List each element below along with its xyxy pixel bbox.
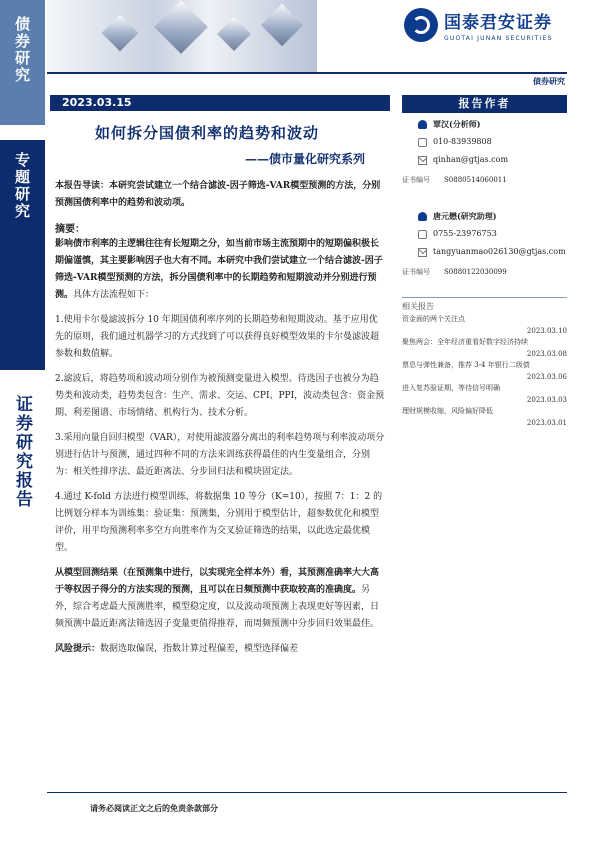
related-date: 2023.03.10 xyxy=(526,327,567,335)
abstract-p6-normal: 另外，综合考虑最大预测胜率，模型稳定度，以及波动项预测上表现更好等因素，日频预测中最近距离法筛选因子变量更值得推荐，而周频预测中分步回归效果最佳。 xyxy=(55,585,380,629)
abstract-p5: 4.通过 K-fold 方法进行模型训练，将数据集 10 等分（K=10），按照 7：1：2 的比例划分样本为训练集：验证集：预测集，分别用于模型估计，超参数优化和模型评价，用平均预测利率多空方向胜率作为交叉验证筛选的结果，以此选定最优模型。 xyxy=(55,492,383,553)
right-column xyxy=(402,95,567,427)
sidebar-report-text: 证券研究报告 xyxy=(12,395,32,509)
diamond-shape xyxy=(217,17,251,51)
abstract-p2: 1.使用卡尔曼滤波拆分 10 年期国债利率序列的长期趋势和短期波动。基于应用优先的原则，我们通过机器学习的方式找到了可以获得良好模型效果的卡尔曼滤波超参数和数值解。 xyxy=(55,315,380,359)
logo-icon xyxy=(404,8,438,42)
sidebar-category-text: 债券研究 xyxy=(13,16,31,84)
logo-name-cn: 国泰君安证券 xyxy=(444,13,552,33)
related-title: 聚焦两会：全年经济重看好数字经济持续 xyxy=(402,338,528,346)
author-name: 唐元懋(研究助理) xyxy=(433,211,497,221)
report-date: 2023.03.15 xyxy=(62,96,132,109)
cert-label: 证书编号 xyxy=(402,176,430,184)
sidebar-category-block xyxy=(0,0,45,125)
abstract-p4: 3.采用向量自回归模型（VAR），对使用滤波器分离出的利率趋势项与利率波动项分别进行估计与预测，通过四种不同的方法来训练获得最佳的内生变量组合，分别为：相关性排序法、最近距离法、分步回归法和模块固定法。 xyxy=(55,433,385,477)
diamond-shape xyxy=(261,4,303,46)
cert-number: S0880514060011 xyxy=(444,176,507,184)
logo-name-en: GUOTAI JUNAN SECURITIES xyxy=(444,35,553,42)
date-bar xyxy=(50,95,390,111)
company-logo xyxy=(404,8,553,42)
phone-icon xyxy=(418,230,427,239)
abstract-body xyxy=(55,236,385,666)
person-icon xyxy=(418,212,427,221)
header-divider xyxy=(47,72,567,74)
email-icon xyxy=(418,248,427,257)
author-email[interactable]: tangyuanmao026130@gtjas.com xyxy=(433,247,566,256)
author-name: 覃汉(分析师) xyxy=(433,119,481,129)
author-card xyxy=(402,205,567,297)
related-title: 票息与弹性兼备，推荐 3-4 年银行二级债 xyxy=(402,361,530,369)
email-icon xyxy=(418,156,427,165)
sidebar-report-block xyxy=(0,385,45,520)
related-title: 资金面的两个关注点 xyxy=(402,315,465,323)
sidebar-type-block xyxy=(0,140,45,370)
related-reports-label: 相关报告 xyxy=(402,297,567,312)
list-item[interactable] xyxy=(402,383,567,404)
diamond-shape xyxy=(102,15,139,52)
report-guide: 本报告导读：本研究尝试建立一个结合滤波-因子筛选-VAR模型预测的方法，分别预测国债利率中的趋势和波动项。 xyxy=(55,181,381,208)
report-subtitle: ——债市量化研究系列 xyxy=(245,152,366,166)
author-email[interactable]: qinhan@gtjas.com xyxy=(433,155,509,164)
related-date: 2023.03.03 xyxy=(526,396,567,404)
list-item[interactable] xyxy=(402,360,567,381)
related-date: 2023.03.08 xyxy=(526,350,567,358)
author-card xyxy=(402,113,567,205)
report-category: 债券研究 xyxy=(533,76,565,86)
related-title: 进入复苏验证期，等待信号明确 xyxy=(402,384,500,392)
author-phone: 010-83939808 xyxy=(433,137,492,146)
related-date: 2023.03.01 xyxy=(526,419,567,427)
abstract-p1-bold: 影响债市利率的主逻辑往往有长短期之分，如当前市场主流预期中的短期偏积极长期偏谨慎，其主要影响因子也大有不同。本研究中我们尝试建立一个结合滤波-因子筛选-VAR模型预测的方法，拆分国债利率中的长期趋势和短期波动并分别进行预测。 xyxy=(55,239,383,300)
list-item[interactable] xyxy=(402,314,567,335)
abstract-p3: 2.滤波后，将趋势项和波动项分别作为被预测变量进入模型。待选因子也被分为趋势类和波动类，趋势类包含：生产、需求、交运、CPI、PPI，波动类包含：资金预期、利差图谱、市场情绪、机构行为、技术分析。 xyxy=(55,374,385,418)
related-title: 理财规模收缩，风险偏好降低 xyxy=(402,407,493,415)
diamond-shape xyxy=(154,0,208,54)
abstract-label: 摘要： xyxy=(55,224,85,235)
footer-disclaimer: 请务必阅读正文之后的免责条款部分 xyxy=(90,803,218,813)
cert-label: 证书编号 xyxy=(402,268,430,276)
authors-header: 报告作者 xyxy=(402,95,567,113)
abstract-p6-bold: 从模型回测结果（在预测集中进行，以实现完全样本外）看，其预测准确率大大高于等权因子得分的方法实现的预测，且可以在日频预测中获取较高的准确度。 xyxy=(55,568,380,595)
related-reports-list xyxy=(402,314,567,427)
abstract-p1-normal: 具体方法流程如下： xyxy=(73,290,155,300)
list-item[interactable] xyxy=(402,337,567,358)
risk-label: 风险提示： xyxy=(55,644,101,654)
risk-text: 数据选取偏误，指数计算过程偏差，模型选择偏差 xyxy=(100,644,299,654)
left-sidebar xyxy=(0,0,45,842)
report-title: 如何拆分国债利率的趋势和波动 xyxy=(95,124,320,142)
header-banner-image xyxy=(47,0,317,72)
phone-icon xyxy=(418,138,427,147)
person-icon xyxy=(418,120,427,129)
footer-divider xyxy=(47,792,567,793)
author-phone: 0755-23976753 xyxy=(433,229,497,238)
list-item[interactable] xyxy=(402,406,567,427)
sidebar-type-text: 专题研究 xyxy=(13,152,31,220)
related-date: 2023.03.06 xyxy=(526,373,567,381)
cert-number: S0880122030099 xyxy=(444,268,507,276)
